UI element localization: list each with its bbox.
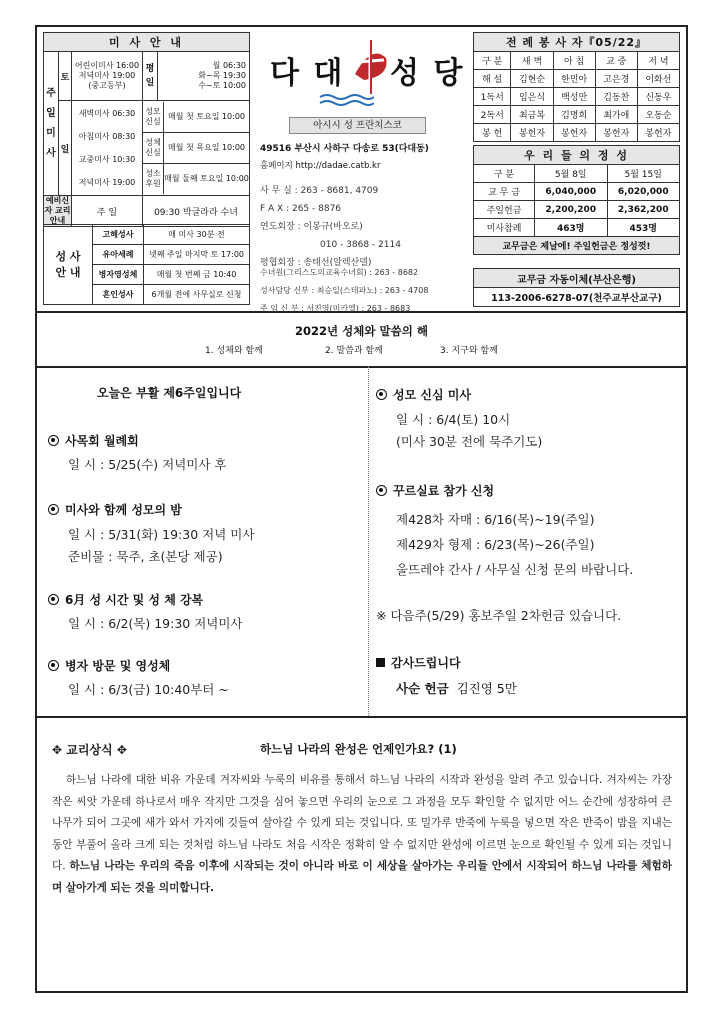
weekday-times: 월 06:30 화~목 19:30 수~토 10:00 [158,52,250,101]
sacrament-name: 병자영성체 [93,265,144,285]
sacraments-table [43,224,250,305]
transfer-title: 교무금 자동이체(부산은행) [474,269,680,288]
transfer-table [473,268,680,307]
banner-item: 3. 지구와 함께 [440,346,498,356]
offering-table: 우 리 들 의 정 성 구 분 5월 8일 5월 15일 교 무 금 6,040,000 6,020,000 주일헌금 2,200,200 2,362,200 미사참례 463명 453명 교무금은 제날에! 주일헌금은 정성껏! [473,145,680,255]
sacraments-label: 성 사 안 내 [44,225,93,305]
clergy-contacts: 수녀원(그리스도의교육수녀회) : 263 - 8682 성사담당 신부 : 최승일(스테파노) : 263 - 4708 주 임 신 부 : 서진영(미카엘) : 263 - 8683 [260,268,429,313]
bullet-icon [376,485,387,496]
transfer-account: 113-2006-6278-07(천주교부산교구) [474,288,680,307]
sunday-times: 새벽미사 06:30 아침미사 08:30 교중미사 10:30 저녁미사 19:00 [72,101,143,196]
parish-contacts: 사 무 실 : 263 - 8681, 4709 F A X : 265 - 8876 연도회장 : 이봉규(바오로) 010 - 3868 - 2114 평협회장 : 송태선(알렉산델) [260,186,401,268]
today-heading: 오늘은 부활 제6주일입니다 [97,386,242,400]
saturday-label: 토 [59,52,72,101]
servers-table: 전 례 봉 사 자『05/22』 구 분 새 벽 아 침 교 중 저 녁 해 설 김현순 한민아 고은경 이화선 1독서 임은식 백성만 김동찬 신동우 2독서 최금복 김명희 최가애 오동순 봉 헌 봉헌자 봉헌자 봉헌자 봉헌자 [473,32,680,142]
bullet-icon [376,389,387,400]
notice-item: 성모 신심 미사 일 시 : 6/4(토) 10시 (미사 30분 전에 묵주기도) [376,386,542,453]
offering-title: 우 리 들 의 정 성 [474,146,680,165]
parish-logo-left: 다 대 [270,56,345,91]
sacrament-name: 고해성사 [93,225,144,245]
diamond-icon: ✥ [116,743,127,757]
bullet-icon [48,504,59,515]
catechumen-label: 예비신자 교리안내 [44,196,71,225]
divider [35,366,688,368]
sacrament-desc: 넷째 주일 마지막 토 17:00 [144,245,250,265]
catechumen-day: 주 일 [72,196,143,227]
offering-note: 교무금은 제날에! 주일헌금은 정성껏! [474,237,680,255]
sacrament-desc: 매 미사 30분 전 [144,225,250,245]
thanks-section: 감사드립니다 사순 헌금 김진영 5만 [376,654,517,697]
wave-icon [318,92,374,108]
doctrine-paragraph: 하느님 나라에 대한 비유 가운데 겨자씨와 누룩의 비유를 통해서 하느님 나라의 시작과 완성을 알려 주고 있습니다. 겨자씨는 가장 작은 씨앗 가운데 하나로서 매우 작지만 그것을 심어 놓으면 우리의 눈으로 그 과정을 모두 확인할 수 없지만 어느 순간에 성장하여 큰 나무가 되어 그곳에 새가 와서 가지에 깃들여 살아갈 수 있게 되는 것입니다. 또 밀가루 반죽에 누룩을 넣으면 작은 반죽이 밤을 지내는 동안 부풀어 올라 크게 되는 것처럼 하느님 나라도 처음 시작은 정확히 알 수 없지만 완성에 이르면 눈으로 확인될 수 있게 되는 것입니다. 하느님 나라는 우리의 죽음 이후에 시작되는 것이 아니라 바로 이 세상을 살아가는 우리들 안에서 시작되어 하느님 나라를 체험하며 살아가게 되는 것을 의미합니다. [52,774,672,894]
bullet-icon [48,660,59,671]
catechumen-time: 09:30 박글라라 수녀 [143,196,250,227]
servers-header: 저 녁 [637,52,679,70]
doctrine-question: 하느님 나라의 완성은 언제인가요? (1) [260,742,457,756]
servers-header: 아 침 [553,52,595,70]
column-divider [368,366,369,716]
next-week-notice: ※ 다음주(5/29) 홍보주일 2차헌금 있습니다. [376,608,622,623]
square-bullet-icon [376,658,385,667]
notice-item: 꾸르실료 참가 신청 제428차 자매 : 6/16(목)~19(주일) 제429차 형제 : 6/23(목)~26(주일) 울뜨레야 간사 / 사무실 신청 문의 바랍니다. [376,482,633,582]
bullet-icon [48,435,59,446]
mass-schedule-table [43,32,250,227]
sacrament-desc: 매월 첫 번째 금 10:40 [144,265,250,285]
doctrine-emphasis: 하느님 나라는 우리의 죽음 이후에 시작되는 것이 아니라 바로 이 세상을 살아가는 우리들 안에서 시작되어 하느님 나라를 체험하며 살아가게 되는 것을 의미합니다. [52,860,672,894]
doctrine-heading: ✥ 교리상식 ✥ [52,743,127,757]
notice-item: 6月 성 시간 및 성 체 강복 일 시 : 6/2(목) 19:30 저녁미사 [48,591,243,632]
notice-item: 병자 방문 및 영성체 일 시 : 6/3(금) 10:40부터 ~ [48,657,229,698]
parish-logo-right: 성 당 [390,56,465,91]
servers-header: 교 중 [595,52,637,70]
notice-item: 사목회 월례회 일 시 : 5/25(수) 저녁미사 후 [48,432,227,473]
saturday-times: 어린이미사 16:00 저녁미사 19:00 (중고등부) [72,52,143,101]
bullet-icon [48,594,59,605]
diamond-icon: ✥ [52,743,63,757]
sacrament-name: 혼인성사 [93,285,144,305]
servers-header: 구 분 [474,52,511,70]
year-banner-title: 2022년 성체와 말씀의 해 [295,324,428,338]
parish-address: 49516 부산시 사하구 다송로 53(다대동) [260,144,429,154]
mass-title: 미 사 안 내 [44,33,250,52]
sacrament-name: 유아세례 [93,245,144,265]
weekday-label: 평 일 [143,52,158,101]
divider [35,716,688,718]
notice-item: 미사와 함께 성모의 밤 일 시 : 5/31(화) 19:30 저녁 미사 준비물 : 묵주, 초(본당 제공) [48,501,254,568]
servers-title: 전 례 봉 사 자『05/22』 [474,33,680,52]
parish-homepage[interactable]: 홈페이지 http://dadae.catb.kr [260,161,381,171]
cross-logo-icon [350,36,390,96]
banner-item: 2. 말씀과 함께 [325,346,383,356]
servers-header: 새 벽 [511,52,553,70]
sunday-day-label: 일 [59,101,72,196]
patron-saint: 아시시 성 프란치스코 [289,117,426,134]
sunday-label: 주 일 미 사 [44,52,59,196]
sacrament-desc: 6개월 전에 사무실로 신청 [144,285,250,305]
banner-item: 1. 성체와 함께 [205,346,263,356]
devotion-schedule: 성모 신심 매월 첫 토요일 10:00 성체 신심 매월 첫 목요일 10:00 성소 후원 매월 둘째 토요일 10:00 [143,101,250,196]
